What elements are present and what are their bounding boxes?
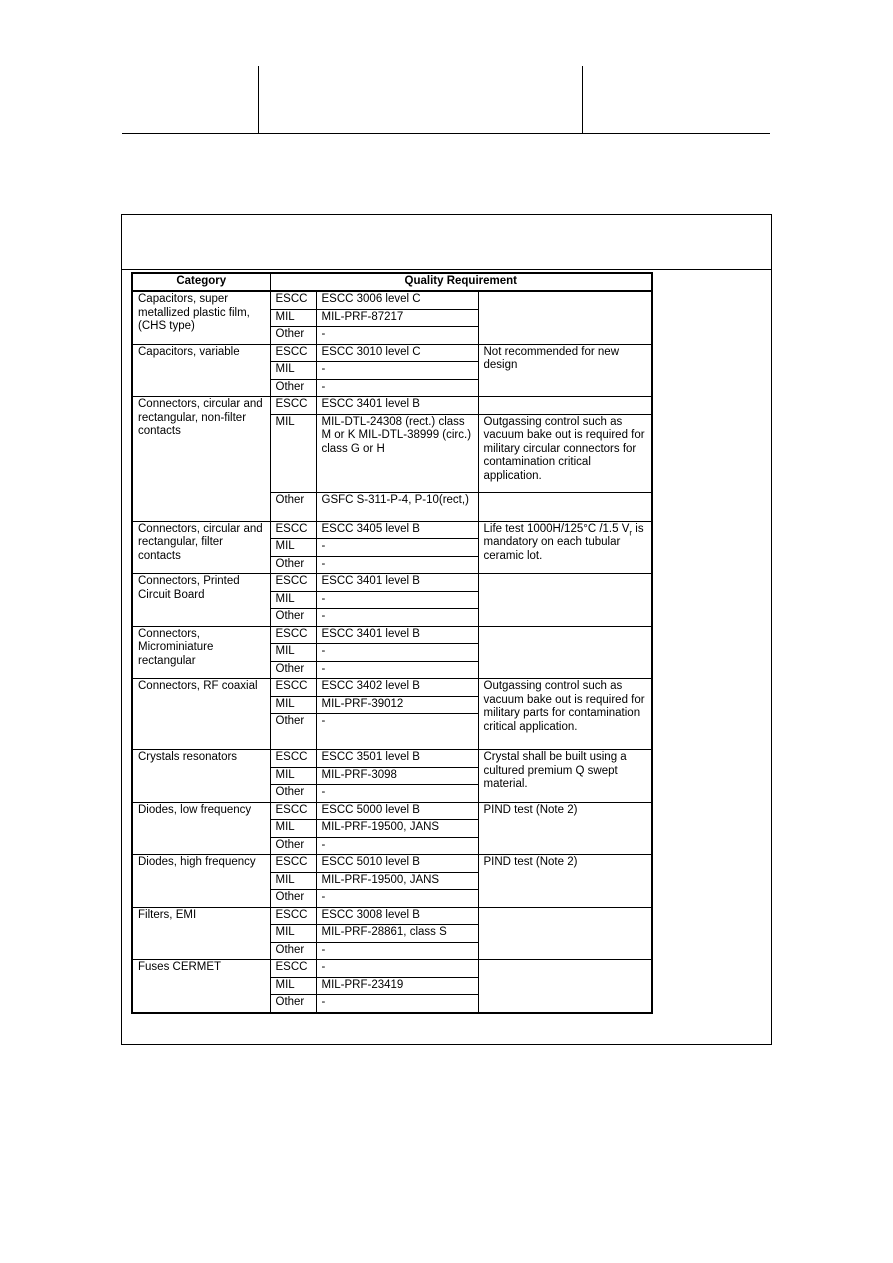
category-cell: Connectors, Printed Circuit Board xyxy=(132,574,270,627)
note-cell: PIND test (Note 2) xyxy=(478,855,652,908)
spec-cell: ESCC 5010 level B xyxy=(316,855,478,873)
note-cell: Outgassing control such as vacuum bake out is required for military parts for contamination critical application. xyxy=(478,679,652,750)
spec-cell: MIL-PRF-23419 xyxy=(316,977,478,995)
category-header: Category xyxy=(132,273,270,291)
table-row xyxy=(132,960,652,978)
level-cell: Other xyxy=(270,379,316,397)
spec-cell: MIL-PRF-28861, class S xyxy=(316,925,478,943)
spec-cell: ESCC 3010 level C xyxy=(316,344,478,362)
spec-cell: - xyxy=(316,942,478,960)
level-cell: Other xyxy=(270,492,316,521)
spec-cell: MIL-PRF-19500, JANS xyxy=(316,820,478,838)
level-cell: Other xyxy=(270,714,316,750)
table-row xyxy=(132,679,652,697)
spec-cell: ESCC 3401 level B xyxy=(316,574,478,592)
level-cell: ESCC xyxy=(270,397,316,415)
category-cell: Connectors, Microminiature rectangular xyxy=(132,626,270,679)
note-cell xyxy=(478,574,652,627)
level-cell: MIL xyxy=(270,820,316,838)
spec-cell: - xyxy=(316,995,478,1013)
level-cell: MIL xyxy=(270,925,316,943)
spec-cell: - xyxy=(316,785,478,803)
table-row xyxy=(132,574,652,592)
table-row xyxy=(132,907,652,925)
note-cell: PIND test (Note 2) xyxy=(478,802,652,855)
level-cell: ESCC xyxy=(270,855,316,873)
spec-cell: ESCC 3402 level B xyxy=(316,679,478,697)
spec-cell: - xyxy=(316,539,478,557)
table-row xyxy=(132,750,652,768)
category-cell: Filters, EMI xyxy=(132,907,270,960)
table-row xyxy=(132,802,652,820)
level-cell: ESCC xyxy=(270,679,316,697)
level-cell: ESCC xyxy=(270,960,316,978)
frame-title-divider xyxy=(122,269,771,270)
header-bottom-rule xyxy=(122,133,770,134)
spec-cell: ESCC 3006 level C xyxy=(316,291,478,309)
spec-cell: MIL-PRF-19500, JANS xyxy=(316,872,478,890)
note-cell: Outgassing control such as vacuum bake out is required for military circular connectors for contamination critical application. xyxy=(478,414,652,492)
spec-cell: - xyxy=(316,661,478,679)
level-cell: MIL xyxy=(270,696,316,714)
level-cell: ESCC xyxy=(270,344,316,362)
note-cell: Crystal shall be built using a cultured premium Q swept material. xyxy=(478,750,652,803)
spec-cell: ESCC 3401 level B xyxy=(316,397,478,415)
quality-requirement-header: Quality Requirement xyxy=(270,273,652,291)
level-cell: Other xyxy=(270,942,316,960)
category-cell: Diodes, low frequency xyxy=(132,802,270,855)
level-cell: Other xyxy=(270,661,316,679)
spec-cell: - xyxy=(316,714,478,750)
spec-cell: MIL-DTL-24308 (rect.) class M or K MIL-DTL-38999 (circ.) class G or H xyxy=(316,414,478,492)
category-cell: Connectors, circular and rectangular, non-filter contacts xyxy=(132,397,270,522)
note-text: Life test 1000H/125°C /1.5 V xyxy=(483,522,630,535)
note-text-after: is mandatory on each tubular ceramic lot. xyxy=(483,522,644,562)
spec-cell: ESCC 3501 level B xyxy=(316,750,478,768)
note-cell xyxy=(478,521,652,574)
table-row xyxy=(132,626,652,644)
table-row xyxy=(132,397,652,415)
spec-cell: - xyxy=(316,556,478,574)
note-cell xyxy=(478,492,652,521)
note-cell xyxy=(478,626,652,679)
spec-cell: MIL-PRF-3098 xyxy=(316,767,478,785)
level-cell: Other xyxy=(270,785,316,803)
spec-cell: - xyxy=(316,379,478,397)
header-divider-left xyxy=(258,66,259,133)
spec-cell: GSFC S-311-P-4, P-10(rect,) xyxy=(316,492,478,521)
level-cell: Other xyxy=(270,837,316,855)
spec-cell: - xyxy=(316,960,478,978)
level-cell: MIL xyxy=(270,539,316,557)
spec-cell: - xyxy=(316,591,478,609)
spec-cell: - xyxy=(316,644,478,662)
category-cell: Connectors, RF coaxial xyxy=(132,679,270,750)
spec-cell: - xyxy=(316,609,478,627)
table-row xyxy=(132,521,652,539)
spec-cell: ESCC 3405 level B xyxy=(316,521,478,539)
level-cell: Other xyxy=(270,995,316,1013)
level-cell: ESCC xyxy=(270,626,316,644)
level-cell: Other xyxy=(270,609,316,627)
note-cell xyxy=(478,907,652,960)
quality-requirements-table xyxy=(131,272,653,1014)
table-body xyxy=(132,291,652,1013)
spec-cell: - xyxy=(316,327,478,345)
level-cell: MIL xyxy=(270,414,316,492)
category-cell: Diodes, high frequency xyxy=(132,855,270,908)
level-cell: ESCC xyxy=(270,574,316,592)
note-cell: Not recommended for new design xyxy=(478,344,652,397)
category-cell: Crystals resonators xyxy=(132,750,270,803)
level-cell: Other xyxy=(270,556,316,574)
table-header-row xyxy=(132,273,652,291)
level-cell: MIL xyxy=(270,872,316,890)
category-cell: Capacitors, variable xyxy=(132,344,270,397)
level-cell: ESCC xyxy=(270,521,316,539)
note-subscript: r xyxy=(629,527,633,537)
spec-cell: MIL-PRF-39012 xyxy=(316,696,478,714)
spec-cell: - xyxy=(316,362,478,380)
level-cell: Other xyxy=(270,890,316,908)
spec-cell: - xyxy=(316,890,478,908)
category-cell: Connectors, circular and rectangular, filter contacts xyxy=(132,521,270,574)
level-cell: ESCC xyxy=(270,750,316,768)
category-cell: Fuses CERMET xyxy=(132,960,270,1013)
spec-cell: ESCC 5000 level B xyxy=(316,802,478,820)
level-cell: MIL xyxy=(270,977,316,995)
level-cell: MIL xyxy=(270,767,316,785)
note-cell xyxy=(478,291,652,344)
spec-cell: - xyxy=(316,837,478,855)
header-divider-right xyxy=(582,66,583,133)
level-cell: Other xyxy=(270,327,316,345)
level-cell: MIL xyxy=(270,309,316,327)
spec-cell: MIL-PRF-87217 xyxy=(316,309,478,327)
level-cell: MIL xyxy=(270,362,316,380)
note-cell xyxy=(478,960,652,1013)
level-cell: MIL xyxy=(270,591,316,609)
level-cell: MIL xyxy=(270,644,316,662)
level-cell: ESCC xyxy=(270,802,316,820)
level-cell: ESCC xyxy=(270,907,316,925)
table-row xyxy=(132,291,652,309)
table-row xyxy=(132,855,652,873)
spec-cell: ESCC 3008 level B xyxy=(316,907,478,925)
spec-cell: ESCC 3401 level B xyxy=(316,626,478,644)
level-cell: ESCC xyxy=(270,291,316,309)
note-cell xyxy=(478,397,652,415)
category-cell: Capacitors, super metallized plastic film, (CHS type) xyxy=(132,291,270,344)
table-row xyxy=(132,344,652,362)
